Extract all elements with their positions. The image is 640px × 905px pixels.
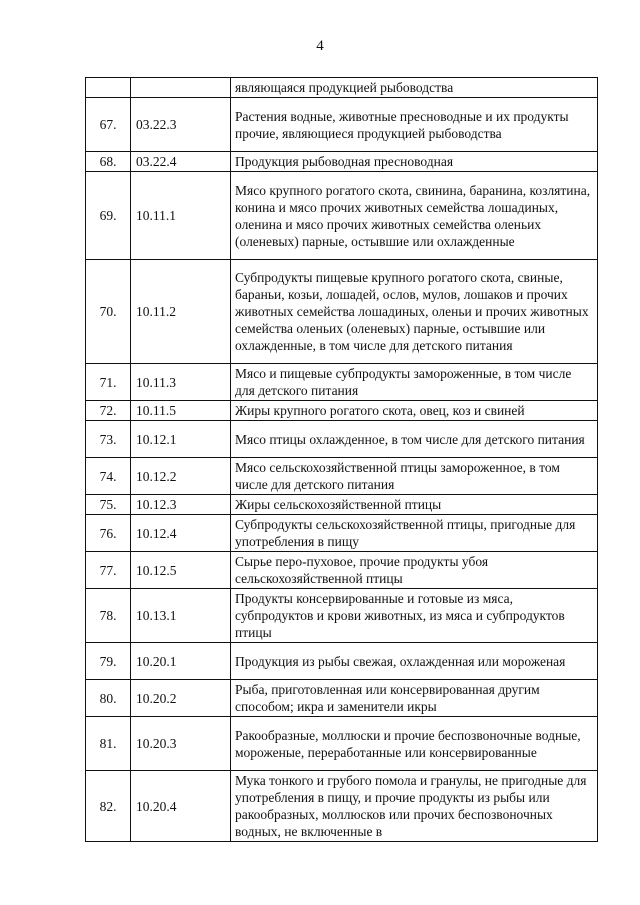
table-row [86, 78, 598, 98]
row-description: Ракообразные, моллюски и прочие беспозвоночные водные, мороженые, переработанные или консервированные [231, 717, 598, 771]
row-code: 10.12.4 [131, 515, 231, 552]
row-number [86, 78, 131, 98]
row-description: Мясо сельскохозяйственной птицы замороженное, в том числе для детского питания [231, 458, 598, 495]
row-description: Субпродукты сельскохозяйственной птицы, пригодные для употребления в пищу [231, 515, 598, 552]
products-table [85, 77, 598, 842]
row-description: Жиры сельскохозяйственной птицы [231, 495, 598, 515]
row-description: Рыба, приготовленная или консервированная другим способом; икра и заменители икры [231, 680, 598, 717]
row-description: Субпродукты пищевые крупного рогатого скота, свиные, бараньи, козьи, лошадей, ослов, мулов, лошаков и прочих животных семейства лошадиных, оленьи и прочих животных семейства оленьих (оленевых) парные, остывшие или охлажденные, в том числе для детского питания [231, 260, 598, 364]
row-number: 80. [86, 680, 131, 717]
row-code: 10.20.3 [131, 717, 231, 771]
row-number: 81. [86, 717, 131, 771]
row-number: 68. [86, 152, 131, 172]
row-description: Мясо птицы охлажденное, в том числе для детского питания [231, 421, 598, 458]
table-row [86, 260, 598, 364]
row-number: 78. [86, 589, 131, 643]
row-description: Мука тонкого и грубого помола и гранулы, не пригодные для употребления в пищу, и прочие продукты из рыбы или ракообразных, моллюсков или прочих беспозвоночных водных, не включенные в [231, 771, 598, 842]
table-row [86, 589, 598, 643]
row-code: 10.12.3 [131, 495, 231, 515]
row-code: 10.11.2 [131, 260, 231, 364]
row-description: Продукция рыбоводная пресноводная [231, 152, 598, 172]
row-number: 79. [86, 643, 131, 680]
table-row [86, 717, 598, 771]
row-description: Продукты консервированные и готовые из мяса, субпродуктов и крови животных, из мяса и субпродуктов птицы [231, 589, 598, 643]
row-code [131, 78, 231, 98]
row-number: 75. [86, 495, 131, 515]
row-description: Сырье перо-пуховое, прочие продукты убоя сельскохозяйственной птицы [231, 552, 598, 589]
row-code: 10.12.2 [131, 458, 231, 495]
row-code: 10.11.5 [131, 401, 231, 421]
row-code: 03.22.3 [131, 98, 231, 152]
table-row [86, 172, 598, 260]
row-code: 10.11.1 [131, 172, 231, 260]
row-number: 82. [86, 771, 131, 842]
row-number: 77. [86, 552, 131, 589]
table-row [86, 643, 598, 680]
row-code: 03.22.4 [131, 152, 231, 172]
row-description: являющаяся продукцией рыбоводства [231, 78, 598, 98]
table-row [86, 98, 598, 152]
row-number: 73. [86, 421, 131, 458]
row-description: Растения водные, животные пресноводные и их продукты прочие, являющиеся продукцией рыбоводства [231, 98, 598, 152]
table-row [86, 152, 598, 172]
row-number: 74. [86, 458, 131, 495]
table-row [86, 771, 598, 842]
row-number: 70. [86, 260, 131, 364]
products-table-body [86, 78, 598, 842]
table-row [86, 515, 598, 552]
table-row [86, 458, 598, 495]
row-code: 10.13.1 [131, 589, 231, 643]
row-description: Жиры крупного рогатого скота, овец, коз и свиней [231, 401, 598, 421]
table-row [86, 364, 598, 401]
row-code: 10.20.2 [131, 680, 231, 717]
table-row [86, 421, 598, 458]
row-number: 71. [86, 364, 131, 401]
row-description: Мясо и пищевые субпродукты замороженные, в том числе для детского питания [231, 364, 598, 401]
table-row [86, 680, 598, 717]
row-code: 10.20.4 [131, 771, 231, 842]
row-number: 72. [86, 401, 131, 421]
row-number: 69. [86, 172, 131, 260]
row-code: 10.12.5 [131, 552, 231, 589]
row-description: Продукция из рыбы свежая, охлажденная или мороженая [231, 643, 598, 680]
row-code: 10.12.1 [131, 421, 231, 458]
page-number: 4 [316, 38, 324, 54]
row-code: 10.20.1 [131, 643, 231, 680]
table-row [86, 401, 598, 421]
table-row [86, 552, 598, 589]
row-number: 67. [86, 98, 131, 152]
table-row [86, 495, 598, 515]
row-code: 10.11.3 [131, 364, 231, 401]
row-description: Мясо крупного рогатого скота, свинина, баранина, козлятина, конина и мясо прочих животных семейства лошадиных, оленина и мясо прочих животных семейства оленьих (оленевых) парные, остывшие или охлажденные [231, 172, 598, 260]
row-number: 76. [86, 515, 131, 552]
